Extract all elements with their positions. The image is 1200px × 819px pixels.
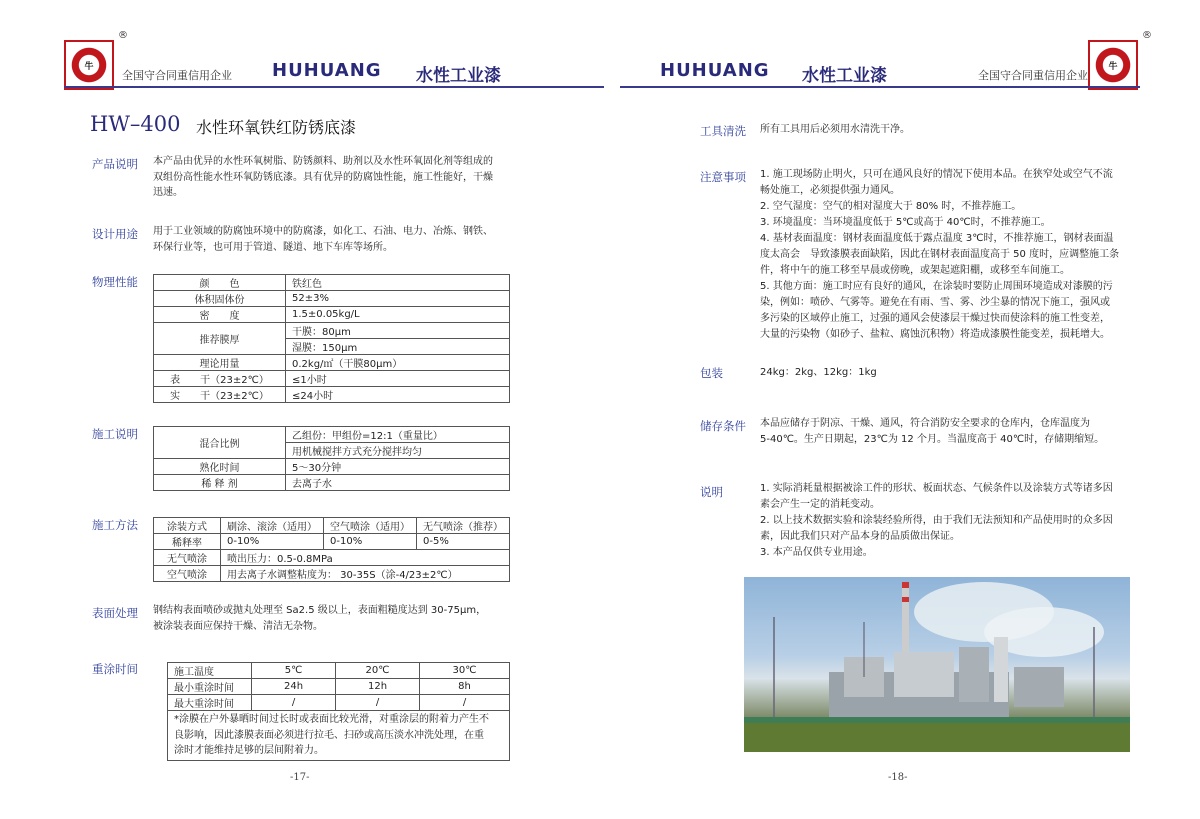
table-cell: 熟化时间 (154, 459, 286, 475)
table-cell: 刷涂、滚涂（适用） (221, 518, 324, 534)
text-line: 多污染的区域停止施工，过强的通风会使漆层干燥过快而使涂料的施工性变差， (760, 313, 1110, 324)
cleaning-text: 所有工具用后必须用水清洗干净。 (760, 124, 910, 135)
table-cell: 8h (420, 679, 510, 695)
bull-emblem-icon: 牛 (1093, 45, 1133, 85)
recoat-note (168, 711, 510, 761)
recoat-table (167, 662, 510, 761)
text-line: 大量的污染物（如砂子、盐粒、腐蚀沉积物）将造成漆膜性能变差，损耗增大。 (760, 329, 1110, 340)
section-label-use: 设计用途 (92, 227, 138, 241)
table-cell: 去离子水 (286, 475, 510, 491)
remarks-text (760, 481, 1140, 561)
slogan-left: 全国守合同重信用企业 (122, 69, 232, 82)
text-line: 环保行业等，也可用于管道、隧道、地下车库等场所。 (153, 241, 393, 253)
section-label-method: 施工方法 (92, 518, 138, 532)
text-line: 素会产生一定的消耗变动。 (760, 499, 880, 510)
text-line: 本产品由优异的水性环氧树脂、防锈颜料、助剂以及水性环氧固化剂等组成的 (153, 156, 493, 167)
table-cell: 稀 释 剂 (154, 475, 286, 491)
text-line: 双组份高性能水性环氧防锈底漆。具有优异的防腐蚀性能，施工性能好，干燥 (153, 171, 493, 183)
table-cell: 稀释率 (154, 534, 221, 550)
text-line: 迅速。 (153, 187, 183, 198)
section-label-notes: 注意事项 (700, 170, 746, 184)
table-row (154, 371, 510, 387)
text-line: 1. 实际消耗量根据被涂工件的形状、板面状态、气候条件以及涂装方式等诸多因 (760, 483, 1113, 494)
factory-illustration (744, 577, 1130, 752)
company-logo-right (1088, 40, 1138, 90)
storage-text (760, 416, 1140, 448)
factory-photo (744, 577, 1130, 752)
table-cell: 体积固体份 (154, 291, 286, 307)
table-cell: 乙组份：甲组份=12:1（重量比） (286, 427, 510, 443)
table-cell: 涂装方式 (154, 518, 221, 534)
table-row (168, 695, 510, 711)
table-cell: / (336, 695, 420, 711)
table-cell: 最大重涂时间 (168, 695, 252, 711)
table-cell: 24h (252, 679, 336, 695)
use-text (153, 224, 523, 255)
table-row (154, 275, 510, 291)
table-cell: 密 度 (154, 307, 286, 323)
table-cell: 喷出压力：0.5-0.8MPa (221, 550, 510, 566)
bull-emblem-icon: 牛 (69, 45, 109, 85)
table-cell: 5～30分钟 (286, 459, 510, 475)
table-cell: / (420, 695, 510, 711)
section-label-packaging: 包装 (700, 366, 723, 380)
table-cell: 0-5% (417, 534, 510, 550)
text-line: 5. 其他方面：施工时应有良好的通风，在涂装时要防止周围环境造成对漆膜的污 (760, 281, 1113, 292)
text-line: 4. 基材表面温度：钢材表面温度低于露点温度 3℃时，不推荐施工，钢材表面温 (760, 233, 1114, 244)
table-cell: ≤24小时 (286, 387, 510, 403)
brand-cn-right: 水性工业漆 (802, 66, 887, 86)
brand-name-left: HUHUANG (272, 60, 382, 81)
text-line: 本品应储存于阴凉、干燥、通风，符合消防安全要求的仓库内，仓库温度为 (760, 418, 1090, 429)
page-number-left: -17- (290, 772, 310, 783)
table-row (168, 711, 510, 761)
table-cell: 12h (336, 679, 420, 695)
application-table (153, 426, 510, 491)
table-row (154, 459, 510, 475)
header-rule-left (64, 86, 604, 88)
table-cell: 空气喷涂（适用） (324, 518, 417, 534)
table-cell: 1.5±0.05kg/L (286, 307, 510, 323)
description-text (153, 154, 523, 201)
brand-name-right: HUHUANG (660, 60, 770, 81)
table-cell: 5℃ (252, 663, 336, 679)
text-line: 3. 本产品仅供专业用途。 (760, 547, 873, 558)
section-label-description: 产品说明 (92, 157, 138, 171)
section-label-physical: 物理性能 (92, 275, 138, 289)
slogan-right: 全国守合同重信用企业 (978, 69, 1088, 82)
brand-cn-left: 水性工业漆 (416, 66, 501, 86)
text-line: 3. 环境温度：当环境温度低于 5℃或高于 40℃时，不推荐施工。 (760, 217, 1051, 228)
text-line: 5-40℃。生产日期起，23℃为 12 个月。当温度高于 40℃时，存储期缩短。 (760, 434, 1105, 445)
table-cell: 铁红色 (286, 275, 510, 291)
table-row (154, 518, 510, 534)
text-line: *涂膜在户外暴晒时间过长时或表面比较光滑，对重涂层的附着力产生不 (174, 714, 489, 725)
table-row (154, 323, 510, 339)
table-row (168, 663, 510, 679)
table-row (154, 307, 510, 323)
table-cell: ≤1小时 (286, 371, 510, 387)
text-line: 素，因此我们只对产品本身的品质做出保证。 (760, 531, 960, 542)
section-label-recoat: 重涂时间 (92, 662, 138, 676)
section-label-application: 施工说明 (92, 427, 138, 441)
text-line: 度太高会 导致漆膜表面缺陷，因此在钢材表面温度高于 50 度时，应调整施工条 (760, 249, 1120, 260)
page-number-right: -18- (888, 772, 908, 783)
text-line: 1. 施工现场防止明火，只可在通风良好的情况下使用本品。在狭窄处或空气不流 (760, 169, 1113, 180)
text-line: 被涂装表面应保持干燥、清洁无杂物。 (153, 620, 323, 632)
table-cell: 无气喷涂 (154, 550, 221, 566)
table-row (168, 679, 510, 695)
packaging-text: 24kg：2kg、12kg：1kg (760, 367, 877, 378)
table-cell: 用去离子水调整粘度为： 30-35S（涂-4/23±2℃） (221, 566, 510, 582)
table-cell: 52±3% (286, 291, 510, 307)
table-cell: 最小重涂时间 (168, 679, 252, 695)
section-label-storage: 储存条件 (700, 419, 746, 433)
table-cell: 湿膜：150μm (286, 339, 510, 355)
text-line: 染，例如：喷砂、气雾等。避免在有雨、雪、雾、沙尘暴的情况下施工，强风或 (760, 297, 1110, 308)
table-cell: 空气喷涂 (154, 566, 221, 582)
table-cell: 30℃ (420, 663, 510, 679)
text-line: 畅处施工，必须提供强力通风。 (760, 185, 900, 196)
surface-text (153, 603, 523, 634)
text-line: 件，将中午的施工移至早晨或傍晚，或架起遮阳棚，或移至车间施工。 (760, 265, 1070, 276)
registered-mark-right: ® (1142, 30, 1152, 41)
table-cell: 干膜：80μm (286, 323, 510, 339)
text-line: 涂时才能维持足够的层间附着力。 (174, 745, 324, 756)
text-line: 钢结构表面喷砂或抛丸处理至 Sa2.5 级以上，表面粗糙度达到 30-75μm， (153, 605, 487, 616)
table-cell: 0-10% (324, 534, 417, 550)
text-line: 2. 空气湿度：空气的相对湿度大于 80% 时，不推荐施工。 (760, 201, 1022, 212)
notes-text (760, 167, 1140, 343)
company-logo-left (64, 40, 114, 90)
table-row (154, 291, 510, 307)
table-row (154, 475, 510, 491)
table-cell: 表 干（23±2℃） (154, 371, 286, 387)
section-label-cleaning: 工具清洗 (700, 124, 746, 138)
table-cell: 实 干（23±2℃） (154, 387, 286, 403)
text-line: 良影响，因此漆膜表面必须进行拉毛、扫砂或高压淡水冲洗处理，在重 (174, 729, 484, 741)
text-line: 2. 以上技术数据实验和涂装经验所得，由于我们无法预知和产品使用时的众多因 (760, 515, 1113, 526)
registered-mark-left: ® (118, 30, 128, 41)
text-line: 用于工业领域的防腐蚀环境中的防腐漆，如化工、石油、电力、冶炼、钢铁、 (153, 226, 493, 237)
method-table (153, 517, 510, 582)
table-row (154, 566, 510, 582)
table-cell: 混合比例 (154, 427, 286, 459)
table-cell: / (252, 695, 336, 711)
physical-properties-table (153, 274, 510, 403)
table-cell: 用机械搅拌方式充分搅拌均匀 (286, 443, 510, 459)
table-cell: 0-10% (221, 534, 324, 550)
table-row (154, 387, 510, 403)
section-label-surface: 表面处理 (92, 606, 138, 620)
table-cell: 0.2kg/㎡（干膜80μm） (286, 355, 510, 371)
table-cell: 颜 色 (154, 275, 286, 291)
table-cell: 理论用量 (154, 355, 286, 371)
table-row (154, 534, 510, 550)
table-row (154, 550, 510, 566)
table-cell: 推荐膜厚 (154, 323, 286, 355)
section-label-remarks: 说明 (700, 485, 723, 499)
product-name: 水性环氧铁红防锈底漆 (196, 118, 357, 137)
table-row (154, 355, 510, 371)
header-rule-right (620, 86, 1140, 88)
product-code: HW–400 (90, 112, 181, 136)
table-cell: 无气喷涂（推荐） (417, 518, 510, 534)
table-cell: 20℃ (336, 663, 420, 679)
table-row (154, 427, 510, 443)
table-cell: 施工温度 (168, 663, 252, 679)
